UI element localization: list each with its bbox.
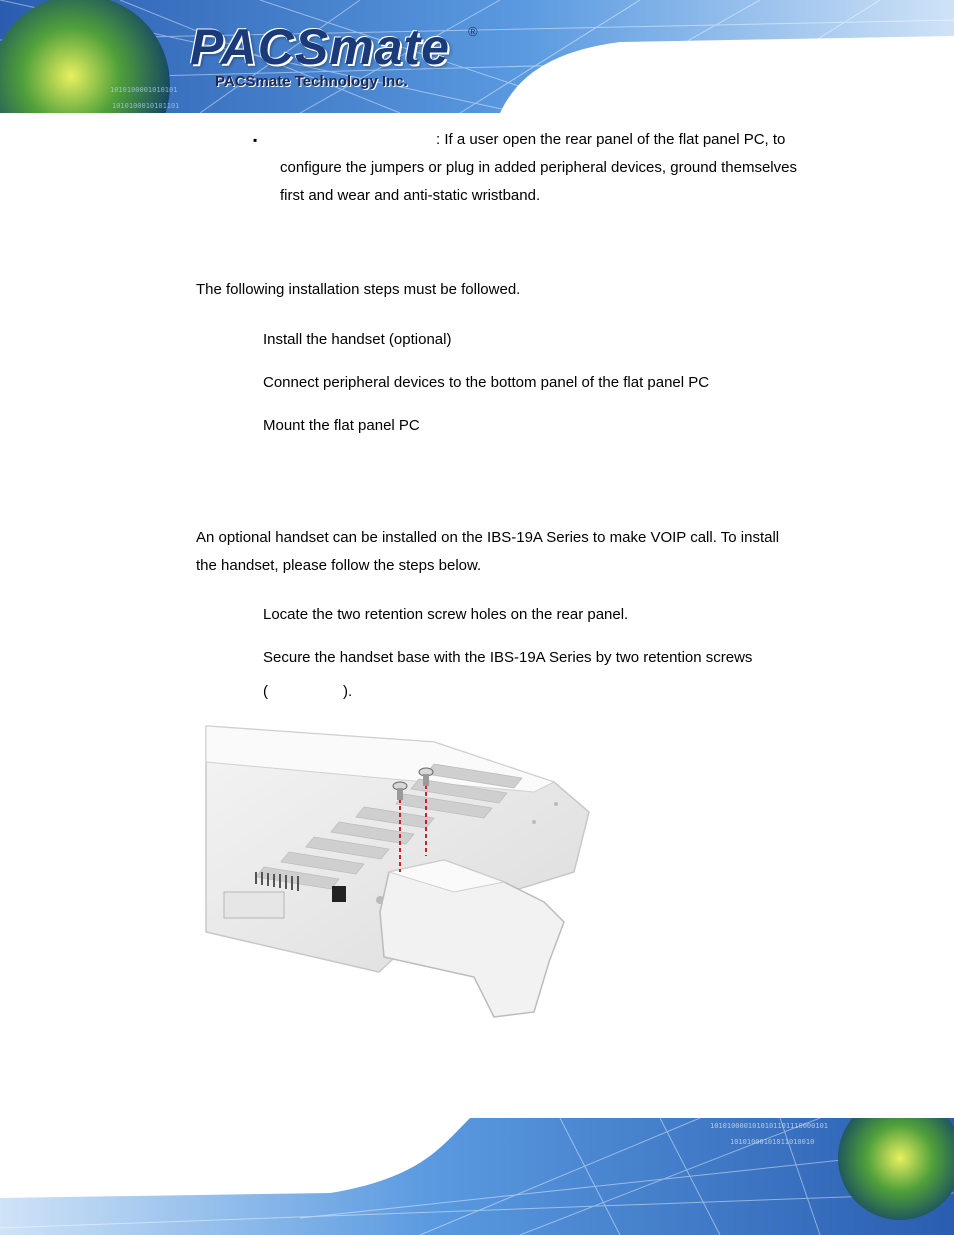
install-step-3: Mount the flat panel PC [263, 417, 420, 434]
install-intro: The following installation steps must be followed. [196, 281, 521, 298]
handset-step-2: Secure the handset base with the IBS-19A Series by two retention screws [263, 649, 753, 666]
bullet-note-line-1: : If a user open the rear panel of the flat panel PC, to [436, 131, 786, 148]
handset-paragraph-line-1: An optional handset can be installed on the IBS-19A Series to make VOIP call. To install [196, 529, 780, 546]
bullet-marker: ▪ [253, 133, 258, 147]
svg-text:1010100001010101: 1010100001010101 [110, 86, 178, 94]
handset-installation-figure [204, 722, 596, 1022]
svg-text:10101000101011010010: 10101000101011010010 [730, 1138, 815, 1146]
header-banner-graphic [0, 0, 954, 113]
svg-text:1010100010101101: 1010100010101101 [112, 102, 180, 110]
bullet-note-line-2: configure the jumpers or plug in added peripheral devices, ground themselves [280, 159, 797, 176]
install-step-2: Connect peripheral devices to the bottom panel of the flat panel PC [263, 374, 710, 391]
svg-text:1010100001010101101110000101: 1010100001010101101110000101 [710, 1122, 829, 1130]
handset-step-2-paren-open: ( [263, 683, 268, 700]
footer-banner-graphic [0, 1118, 954, 1235]
rear-panel-illustration [204, 722, 596, 1022]
install-step-1: Install the handset (optional) [263, 331, 452, 348]
registered-mark: ® [468, 24, 478, 39]
handset-step-2-paren-close: ). [343, 683, 353, 700]
brand-logo: PACSmate [190, 19, 450, 75]
handset-step-1: Locate the two retention screw holes on the rear panel. [263, 606, 629, 623]
company-name: PACSmate Technology Inc. [215, 73, 408, 90]
handset-paragraph-line-2: the handset, please follow the steps below. [196, 557, 482, 574]
page-header [0, 0, 954, 113]
page-footer [0, 1118, 954, 1235]
bullet-note-line-3: first and wear and anti-static wristband. [280, 187, 541, 204]
